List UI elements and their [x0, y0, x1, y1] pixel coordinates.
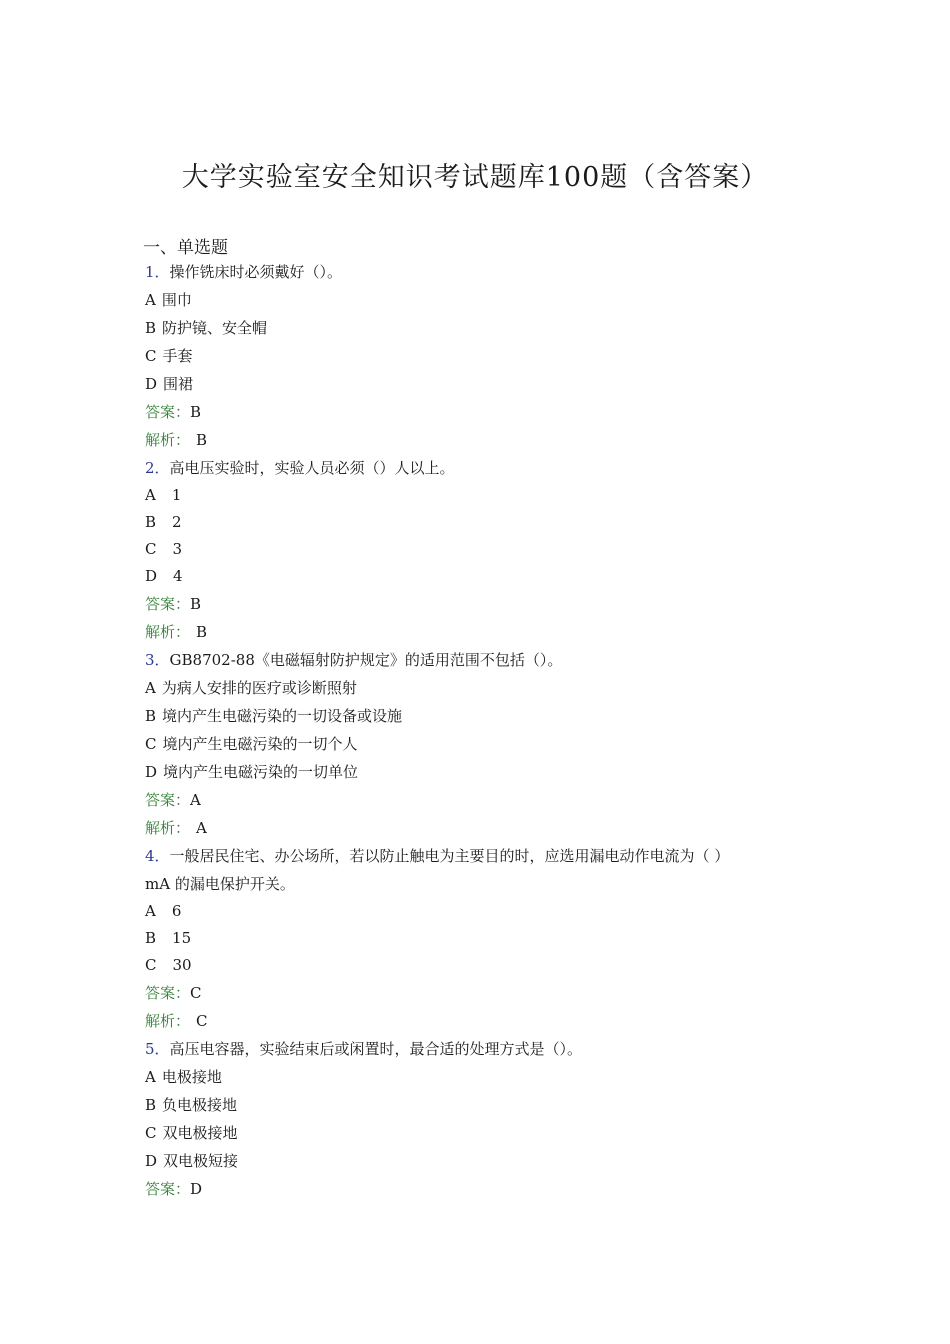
answer-value: B [190, 595, 202, 613]
question-3 [145, 646, 825, 842]
question-stem: 操作铣床时必须戴好（）。 [169, 263, 343, 281]
analysis-line [145, 618, 825, 646]
analysis-label: 解析： [145, 819, 191, 837]
question-stem: 高电压实验时，实验人员必须（）人以上。 [169, 459, 455, 477]
question-number: 2． [145, 459, 170, 477]
answer-line [145, 398, 825, 426]
question-number: 4． [145, 847, 170, 865]
option-c [145, 730, 825, 758]
question-text [145, 454, 825, 482]
option-text: 电极接地 [161, 1068, 222, 1086]
answer-line [145, 979, 825, 1007]
option-a [145, 286, 825, 314]
option-a [145, 482, 825, 509]
analysis-line [145, 1007, 825, 1035]
answer-value: B [190, 403, 202, 421]
question-stem-continued: mA 的漏电保护开关。 [145, 875, 295, 893]
option-text: 围裙 [163, 375, 194, 393]
analysis-value: A [196, 819, 207, 837]
option-d [145, 758, 825, 786]
option-letter: D [145, 1152, 158, 1170]
option-letter: C [145, 347, 157, 365]
analysis-line [145, 426, 825, 454]
document-title: 大学实验室安全知识考试题库100题（含答案） [181, 162, 769, 193]
question-text [145, 646, 825, 674]
analysis-label: 解析： [145, 1012, 191, 1030]
question-5 [145, 1035, 825, 1203]
answer-label: 答案： [145, 595, 191, 613]
option-text: 3 [172, 540, 183, 558]
option-letter: B [145, 513, 157, 531]
option-d [145, 370, 825, 398]
option-letter: C [145, 956, 157, 974]
option-letter: D [145, 567, 158, 585]
option-d [145, 563, 825, 590]
option-letter: A [145, 679, 156, 697]
question-stem: GB8702-88《电磁辐射防护规定》的适用范围不包括（）。 [169, 651, 563, 669]
option-b [145, 925, 825, 952]
option-c [145, 536, 825, 563]
answer-value: C [190, 984, 202, 1002]
option-letter: A [145, 1068, 156, 1086]
option-letter: D [145, 375, 158, 393]
question-list [145, 258, 825, 1203]
question-number: 1． [145, 263, 170, 281]
option-text: 4 [173, 567, 183, 585]
question-text [145, 1035, 825, 1063]
answer-line [145, 786, 825, 814]
analysis-value: C [196, 1012, 208, 1030]
answer-line [145, 1175, 825, 1203]
option-d [145, 1147, 825, 1175]
analysis-value: B [196, 431, 208, 449]
question-stem: 一般居民住宅、办公场所，若以防止触电为主要目的时，应选用漏电动作电流为（ ） [169, 847, 730, 865]
option-text: 为病人安排的医疗或诊断照射 [161, 679, 357, 697]
option-text: 双电极短接 [163, 1152, 239, 1170]
answer-label: 答案： [145, 984, 191, 1002]
answer-value: D [190, 1180, 203, 1198]
answer-label: 答案： [145, 403, 191, 421]
option-letter: A [145, 486, 156, 504]
option-text: 手套 [162, 347, 193, 365]
option-b [145, 702, 825, 730]
option-text: 境内产生电磁污染的一切单位 [163, 763, 359, 781]
option-text: 围巾 [161, 291, 192, 309]
option-letter: B [145, 319, 157, 337]
option-b [145, 1091, 825, 1119]
question-stem: 高压电容器，实验结束后或闲置时，最合适的处理方式是（）。 [169, 1040, 583, 1058]
question-number: 5． [145, 1040, 170, 1058]
option-letter: B [145, 707, 157, 725]
option-text: 境内产生电磁污染的一切设备或设施 [162, 707, 403, 725]
option-text: 15 [172, 929, 192, 947]
option-text: 2 [172, 513, 182, 531]
option-letter: C [145, 1124, 157, 1142]
option-c [145, 1119, 825, 1147]
option-text: 6 [171, 902, 182, 920]
answer-label: 答案： [145, 791, 191, 809]
question-text [145, 258, 825, 286]
option-a [145, 898, 825, 925]
option-letter: A [145, 902, 156, 920]
option-letter: B [145, 929, 157, 947]
option-a [145, 674, 825, 702]
question-text [145, 842, 825, 898]
analysis-value: B [196, 623, 208, 641]
option-letter: C [145, 540, 157, 558]
question-4 [145, 842, 825, 1035]
section-heading: 一、单选题 [143, 238, 228, 258]
option-text: 境内产生电磁污染的一切个人 [162, 735, 358, 753]
option-text: 防护镜、安全帽 [162, 319, 268, 337]
option-b [145, 509, 825, 536]
answer-label: 答案： [145, 1180, 191, 1198]
option-text: 30 [172, 956, 192, 974]
option-c [145, 342, 825, 370]
analysis-label: 解析： [145, 623, 191, 641]
option-text: 负电极接地 [162, 1096, 238, 1114]
option-text: 双电极接地 [162, 1124, 238, 1142]
option-letter: C [145, 735, 157, 753]
option-text: 1 [171, 486, 182, 504]
question-number: 3． [145, 651, 170, 669]
answer-line [145, 590, 825, 618]
option-b [145, 314, 825, 342]
question-2 [145, 454, 825, 646]
option-a [145, 1063, 825, 1091]
option-letter: A [145, 291, 156, 309]
answer-value: A [190, 791, 201, 809]
question-1 [145, 258, 825, 454]
analysis-line [145, 814, 825, 842]
analysis-label: 解析： [145, 431, 191, 449]
option-letter: B [145, 1096, 157, 1114]
option-c [145, 952, 825, 979]
option-letter: D [145, 763, 158, 781]
